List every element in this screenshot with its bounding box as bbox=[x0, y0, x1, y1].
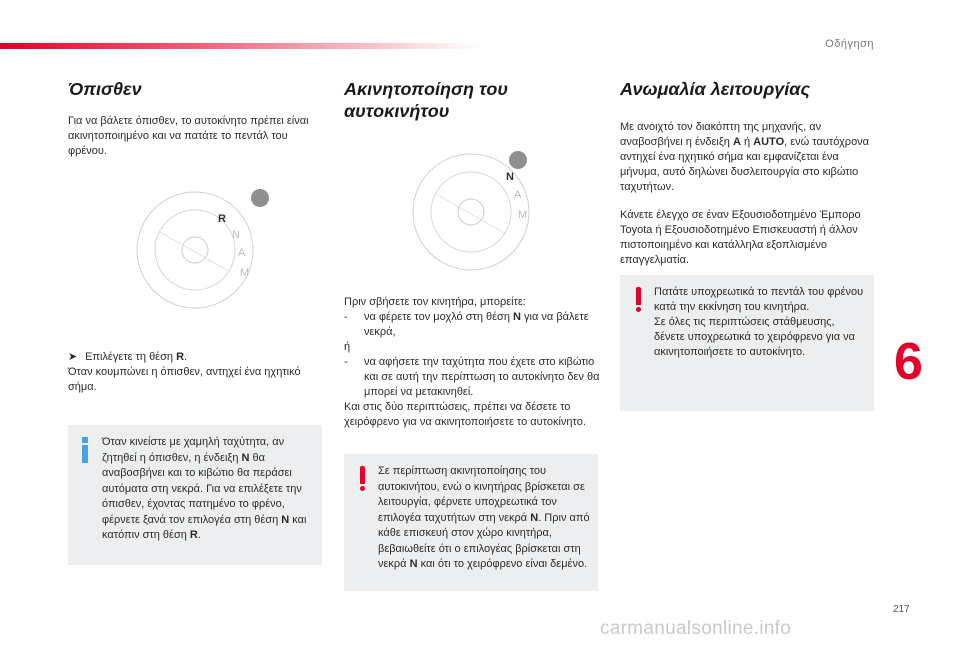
gear-letter-r: R bbox=[218, 213, 226, 225]
info-text-3: και κατόπιν στη θέση bbox=[102, 513, 307, 541]
chapter-number: 6 bbox=[894, 333, 923, 391]
warn-key-n: N bbox=[530, 511, 539, 524]
p1-text-b: , ενώ ταυτόχρονα αντηχεί ένα ηχητικό σήμα και εμφανίζεται ένα μήνυμα, αυτό δηλώνει δυσλειτουργία στο κιβώτιο ταχυτήτων. bbox=[620, 136, 870, 193]
info-text-4: . bbox=[197, 529, 201, 541]
immobilisation-after: Και στις δύο περιπτώσεις, πρέπει να δέσετε το χειρόφρενο για να ακινητοποιήσετε το αυτοκίνητο. bbox=[344, 401, 586, 428]
gear-selector-illustration-r bbox=[120, 172, 270, 322]
list-item bbox=[344, 355, 602, 400]
column-immobilisation bbox=[344, 78, 602, 122]
reverse-step bbox=[68, 350, 326, 395]
step-key: R bbox=[176, 351, 185, 363]
warning-icon bbox=[360, 466, 366, 491]
info-key-n-2: N bbox=[281, 513, 290, 526]
info-text-2: θα αναβοσβήνει και το κιβώτιο θα περάσει αυτόματα στη νεκρά. Για να επιλέξετε την όπισθεν, έχοντας πατημένο το φρένο, φέρνετε ξανά τον επιλογέα στη θέση bbox=[102, 451, 302, 526]
warn3-text-2: Σε όλες τις περιπτώσεις στάθμευσης, δένετε υποχρεωτικά το χειρόφρενο για να ακινητοποιήσετε το αυτοκίνητο. bbox=[654, 316, 855, 358]
item2-text: να αφήσετε την ταχύτητα που έχετε στο κιβώτιο και σε αυτή την περίπτωση το αυτοκίνητο δεν θα μπορεί να μετακινηθεί. bbox=[364, 356, 600, 398]
warning-box-malfunction bbox=[620, 275, 874, 411]
warn3-text-1: Πατάτε υποχρεωτικά το πεντάλ του φρένου κατά την εκκίνηση του κινητήρα. bbox=[654, 286, 864, 313]
gear-letter-a: A bbox=[238, 247, 246, 259]
page-number: 217 bbox=[893, 604, 910, 615]
info-key-n: N bbox=[241, 451, 250, 464]
section-title-reverse: Όπισθεν bbox=[68, 79, 142, 99]
gear-letter-m: M bbox=[240, 267, 250, 279]
item1-key: N bbox=[513, 311, 521, 323]
warn-key-n-2: N bbox=[409, 558, 418, 570]
column-malfunction bbox=[620, 78, 878, 268]
reverse-intro: Για να βάλετε όπισθεν, το αυτοκίνητο πρέπει είναι ακινητοποιημένο και να πατάτε το πεντάλ του φρένου. bbox=[68, 115, 309, 157]
item1-text-b: για να βάλετε νεκρά, bbox=[364, 311, 589, 338]
info-icon bbox=[82, 437, 88, 463]
malfunction-p2: Κάνετε έλεγχο σε έναν Εξουσιοδοτημένο Έμπορο Toyota ή Εξουσιοδοτημένο Επισκευαστή ή άλλον πιστοποιημένο και κατάλληλα εξοπλισμένο επαγγελματία. bbox=[620, 209, 861, 266]
item1-text-a: να φέρετε τον μοχλό στη θέση bbox=[364, 311, 510, 323]
immobilisation-intro: Πριν σβήσετε τον κινητήρα, μπορείτε: bbox=[344, 296, 526, 308]
info-text-1: Όταν κινείστε με χαμηλή ταχύτητα, αν ζητηθεί η όπισθεν, η ένδειξη bbox=[102, 436, 285, 464]
warn-text-3: και ότι το χειρόφρενο είναι δεμένο. bbox=[420, 558, 588, 570]
warning-icon bbox=[636, 287, 642, 312]
gear-letter-n: N bbox=[232, 229, 240, 241]
dash-2: - bbox=[344, 356, 348, 368]
section-title-malfunction: Ανωμαλία λειτουργίας bbox=[620, 79, 810, 99]
warn-text-2: . Πριν από κάθε επισκευή στον χώρο κινητήρα, βεβαιωθείτε ότι ο επιλογέας βρίσκεται στη νεκρά bbox=[378, 511, 590, 570]
knob-line bbox=[160, 232, 230, 272]
dash-1: - bbox=[344, 311, 348, 323]
p1-or: ή bbox=[743, 136, 751, 148]
knob-pointer bbox=[251, 189, 269, 207]
p1-key-a: A bbox=[732, 136, 741, 148]
chapter-label: Οδήγηση bbox=[825, 38, 874, 50]
p1-key-auto: AUTO bbox=[753, 136, 785, 148]
info-key-r: R bbox=[189, 529, 198, 541]
knob-line bbox=[436, 194, 506, 234]
or-text: ή bbox=[344, 341, 351, 353]
knob-center bbox=[182, 237, 208, 263]
step-end: . bbox=[184, 351, 188, 363]
knob-outer-ring bbox=[137, 192, 253, 308]
immobilisation-text bbox=[344, 295, 602, 430]
column-reverse bbox=[68, 78, 326, 159]
malfunction-p1 bbox=[620, 120, 878, 195]
gear-selector-illustration-n bbox=[396, 134, 546, 284]
step-follow: Όταν κουμπώνει η όπισθεν, αντηχεί ένα ηχητικό σήμα. bbox=[68, 366, 301, 393]
p1-text-a: Με ανοιχτό τον διακόπτη της μηχανής, αν αναβοσβήνει η ένδειξη bbox=[620, 121, 822, 148]
step-bullet-icon: ➤ bbox=[68, 351, 78, 363]
gear-letter-a: A bbox=[514, 189, 522, 201]
gear-letter-m: M bbox=[518, 209, 528, 221]
gear-letter-n: N bbox=[506, 171, 514, 183]
section-title-immobilisation: Ακινητοποίηση του αυτοκινήτου bbox=[344, 79, 508, 121]
watermark: carmanualsonline.info bbox=[600, 618, 792, 639]
info-box-reverse bbox=[68, 425, 322, 565]
warning-box-immobilisation bbox=[344, 454, 598, 591]
list-item bbox=[344, 310, 602, 340]
header-accent-bar bbox=[0, 43, 480, 49]
warn-text-1: Σε περίπτωση ακινητοποίησης του αυτοκινήτου, ενώ ο κινητήρας βρίσκεται σε λειτουργία, φέρνετε υποχρεωτικά τον επιλογέα ταχυτήτων στη νεκρά bbox=[378, 465, 585, 524]
step-text: Επιλέγετε τη θέση bbox=[85, 351, 173, 363]
knob-center bbox=[458, 199, 484, 225]
knob-pointer bbox=[509, 151, 527, 169]
knob-inner-ring bbox=[431, 172, 511, 252]
